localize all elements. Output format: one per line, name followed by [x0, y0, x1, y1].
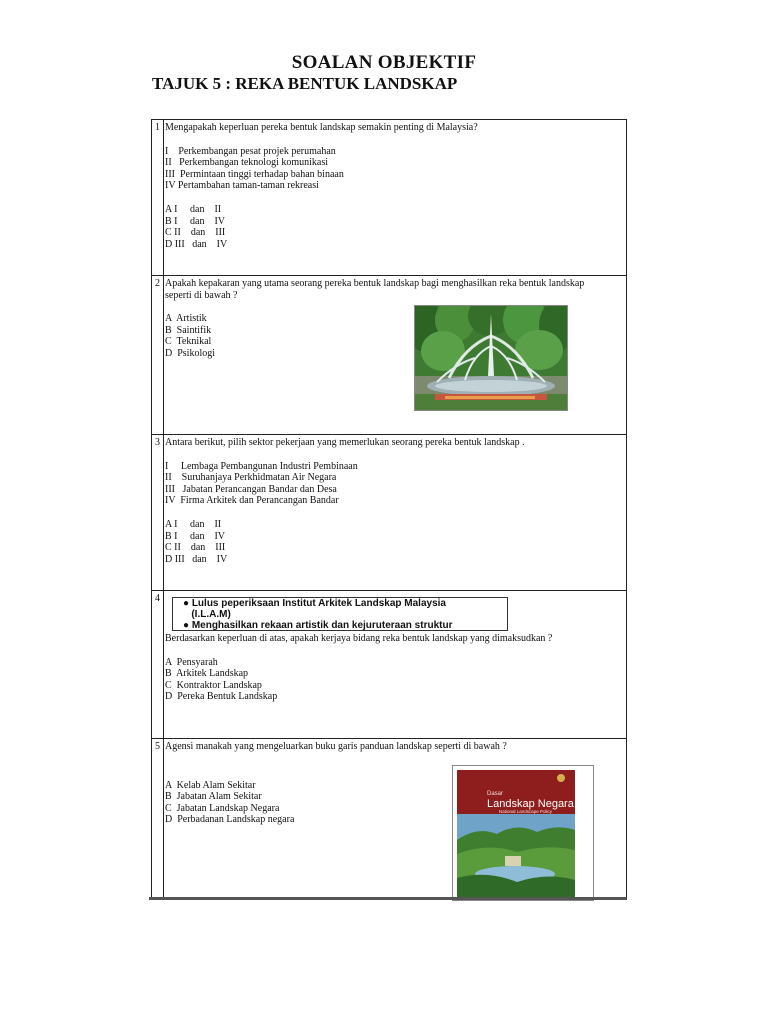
- question-number: 4: [152, 591, 164, 738]
- answer-option: B Arkitek Landskap: [165, 668, 249, 680]
- table-bottom-border: [149, 897, 627, 900]
- answer-option: C II dan III: [165, 542, 226, 554]
- answer-option: D Perbadanan Landskap negara: [165, 814, 295, 826]
- answer-option: D Pereka Bentuk Landskap: [165, 691, 278, 703]
- question-row: [152, 275, 626, 434]
- question-text: Antara berikut, pilih sektor pekerjaan yang memerlukan seorang pereka bentuk landskap .: [165, 437, 525, 448]
- question-row: [152, 590, 626, 738]
- statement-item: II Perkembangan teknologi komunikasi: [165, 157, 329, 169]
- book-dasar: Dasar: [487, 791, 504, 797]
- answer-option: C Jabatan Landskap Negara: [165, 802, 280, 814]
- answer-option: C II dan III: [165, 227, 226, 239]
- question-text: Berdasarkan keperluan di atas, apakah kerjaya bidang reka bentuk landskap yang dimaksudkan ?: [165, 633, 553, 644]
- question-row: [152, 119, 626, 275]
- answer-option: B Saintifik: [165, 324, 212, 336]
- statement-list: [165, 146, 624, 192]
- requirements-box: [172, 597, 508, 631]
- answer-option: A I dan II: [165, 518, 222, 530]
- answer-option: D III dan IV: [165, 553, 228, 565]
- answer-option: B Jabatan Alam Sekitar: [165, 791, 262, 803]
- question-table: [151, 119, 627, 898]
- question-row: [152, 738, 626, 898]
- book-subtitle: National Landscape Policy: [499, 809, 553, 814]
- question-number: 1: [152, 120, 164, 275]
- answer-option: B I dan IV: [165, 215, 225, 227]
- statement-item: III Jabatan Perancangan Bandar dan Desa: [165, 483, 337, 495]
- question-text: Apakah kepakaran yang utama seorang pereka bentuk landskap bagi menghasilkan reka bentuk landskap: [165, 278, 585, 289]
- statement-item: I Perkembangan pesat projek perumahan: [165, 145, 336, 157]
- requirement-item: ● Lulus peperiksaan Institut Arkitek Landskap Malaysia: [183, 598, 446, 609]
- statement-list: [165, 461, 624, 507]
- statement-item: IV Firma Arkitek dan Perancangan Bandar: [165, 495, 339, 507]
- question-row: [152, 434, 626, 590]
- answer-list: [165, 519, 624, 565]
- book-cover-image: [452, 765, 594, 901]
- answer-option: C Kontraktor Landskap: [165, 679, 262, 691]
- question-number: 5: [152, 739, 164, 898]
- answer-list: [165, 204, 624, 250]
- question-text: Agensi manakah yang mengeluarkan buku garis panduan landskap seperti di bawah ?: [165, 741, 507, 752]
- question-text: Mengapakah keperluan pereka bentuk landskap semakin penting di Malaysia?: [165, 122, 478, 133]
- answer-option: A Pensyarah: [165, 656, 218, 668]
- question-number: 3: [152, 435, 164, 590]
- answer-option: A Artistik: [165, 313, 207, 325]
- book-title: Landskap Negara: [487, 798, 574, 810]
- answer-option: D Psikologi: [165, 347, 216, 359]
- page-title: SOALAN OBJEKTIF: [291, 52, 477, 73]
- answer-option: C Teknikal: [165, 336, 212, 348]
- fountain-image: [414, 305, 568, 411]
- answer-option: A I dan II: [165, 203, 222, 215]
- statement-item: II Suruhanjaya Perkhidmatan Air Negara: [165, 472, 337, 484]
- statement-item: I Lembaga Pembangunan Industri Pembinaan: [165, 460, 358, 472]
- answer-option: A Kelab Alam Sekitar: [165, 779, 256, 791]
- option-list: [165, 657, 624, 703]
- requirement-item: (I.L.A.M): [183, 609, 231, 620]
- statement-item: III Permintaan tinggi terhadap bahan binaan: [165, 168, 344, 180]
- question-text-continued: seperti di bawah ?: [165, 289, 238, 301]
- topic-title: TAJUK 5 : REKA BENTUK LANDSKAP: [152, 74, 458, 93]
- requirement-item: ● Menghasilkan rekaan artistik dan kejuruteraan struktur: [183, 620, 453, 631]
- question-number: 2: [152, 276, 164, 434]
- statement-item: IV Pertambahan taman-taman rekreasi: [165, 180, 319, 192]
- answer-option: B I dan IV: [165, 530, 225, 542]
- answer-option: D III dan IV: [165, 238, 228, 250]
